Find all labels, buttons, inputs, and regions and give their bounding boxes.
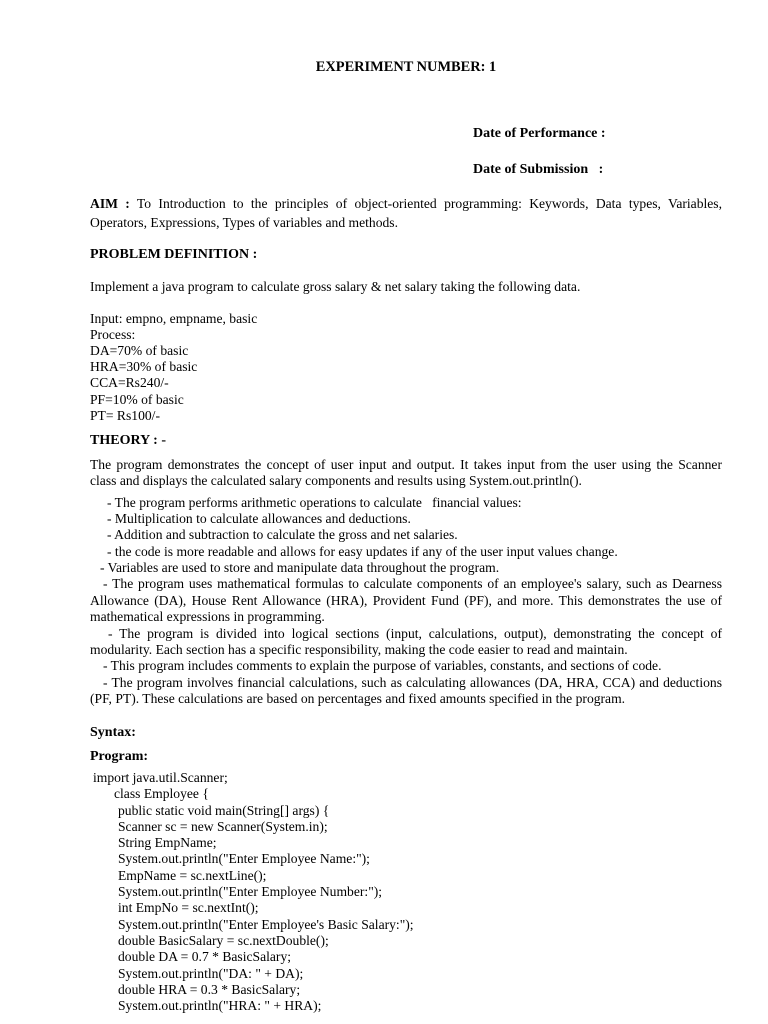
theory-text: The program demonstrates the concept of user input and output. It takes input from the user using the Scanner	[90, 457, 722, 472]
theory-bullet: - The program involves financial calculations, such as calculating allowances (DA, HRA, CCA) and deductions	[103, 675, 722, 690]
syntax-heading: Syntax:	[90, 725, 136, 740]
theory-bullet: - Variables are used to store and manipulate data throughout the program.	[100, 560, 500, 575]
code-line: System.out.println("DA: " + DA);	[118, 966, 304, 981]
theory-bullet-cont: (PF, PT). These calculations are based on percentages and fixed amounts specified in the program.	[90, 691, 626, 706]
theory-bullet: - The program uses mathematical formulas to calculate components of an employee's salary, such as Dearness	[103, 576, 722, 591]
theory-bullet: - Addition and subtraction to calculate the gross and net salaries.	[107, 527, 458, 542]
code-line: double HRA = 0.3 * BasicSalary;	[118, 982, 301, 997]
code-line: System.out.println("Enter Employee Number:");	[118, 884, 383, 899]
code-line: public static void main(String[] args) {	[118, 803, 330, 818]
code-line: import java.util.Scanner;	[93, 770, 228, 785]
theory-bullet: - the code is more readable and allows for easy updates if any of the user input values change.	[107, 544, 618, 559]
code-line: String EmpName;	[118, 835, 217, 850]
input-line: PT= Rs100/-	[90, 408, 160, 423]
input-line: DA=70% of basic	[90, 343, 189, 358]
theory-text: class and displays the calculated salary components and results using System.out.println().	[90, 473, 582, 488]
input-line: PF=10% of basic	[90, 392, 184, 407]
code-line: EmpName = sc.nextLine();	[118, 868, 267, 883]
code-line: Scanner sc = new Scanner(System.in);	[118, 819, 328, 834]
aim-line-2: Operators, Expressions, Types of variables and methods.	[90, 215, 398, 230]
date-of-submission: Date of Submission :	[473, 162, 604, 177]
code-line: System.out.println("Enter Employee's Basic Salary:");	[118, 917, 414, 932]
theory-bullet: - The program is divided into logical sections (input, calculations, output), demonstrating the concept of	[108, 626, 722, 641]
theory-bullet: - Multiplication to calculate allowances and deductions.	[107, 511, 411, 526]
code-line: double BasicSalary = sc.nextDouble();	[118, 933, 329, 948]
code-line: System.out.println("Enter Employee Name:");	[118, 851, 370, 866]
aim-text-1: To Introduction to the principles of object-oriented programming: Keywords, Data types, Variables,	[136, 196, 722, 211]
code-line: int EmpNo = sc.nextInt();	[118, 900, 259, 915]
code-line: double DA = 0.7 * BasicSalary;	[118, 949, 292, 964]
experiment-title: EXPERIMENT NUMBER: 1	[315, 59, 497, 75]
input-line: HRA=30% of basic	[90, 359, 198, 374]
input-line: Input: empno, empname, basic	[90, 311, 258, 326]
input-line: CCA=Rs240/-	[90, 375, 169, 390]
problem-definition-heading: PROBLEM DEFINITION :	[90, 247, 258, 262]
code-line: System.out.println("HRA: " + HRA);	[118, 998, 322, 1013]
code-line: class Employee {	[114, 786, 209, 801]
theory-heading: THEORY : -	[90, 433, 166, 448]
aim-line-1	[90, 196, 722, 212]
program-heading: Program:	[90, 749, 149, 764]
input-line: Process:	[90, 327, 136, 342]
theory-bullet: - This program includes comments to explain the purpose of variables, constants, and sections of code.	[103, 658, 662, 673]
aim-label: AIM :	[90, 196, 130, 211]
theory-bullet-cont: mathematical expressions in programming.	[90, 609, 325, 624]
problem-definition-text: Implement a java program to calculate gross salary & net salary taking the following data.	[90, 279, 581, 294]
theory-bullet-cont: Allowance (DA), House Rent Allowance (HRA), Provident Fund (PF), and more. This demonstrates the use of	[90, 593, 722, 608]
date-of-performance: Date of Performance :	[473, 126, 606, 141]
theory-bullet-cont: modularity. Each section has a specific responsibility, making the code easier to read and maintain.	[90, 642, 628, 657]
theory-bullet: - The program performs arithmetic operations to calculate financial values:	[107, 495, 522, 510]
